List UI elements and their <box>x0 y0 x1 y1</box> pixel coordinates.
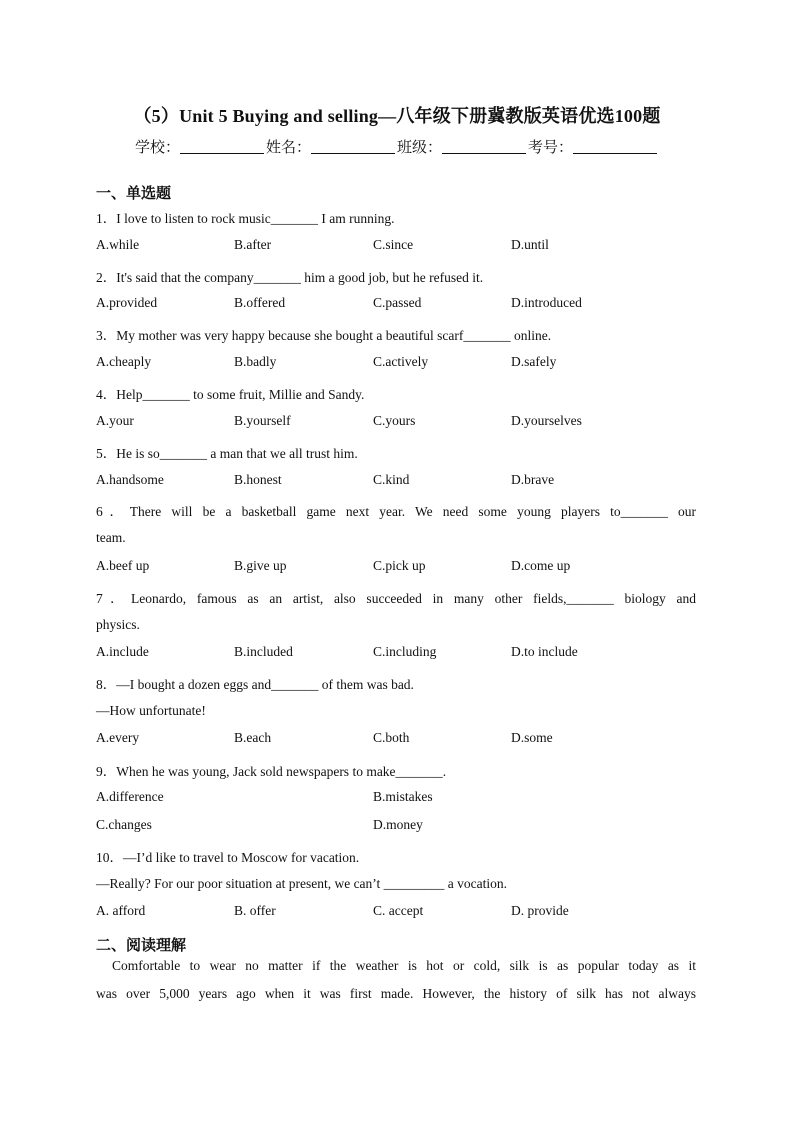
name-blank <box>311 139 395 154</box>
number-label: 考号： <box>528 138 574 156</box>
question-7-stem-line-2: physics. <box>96 617 140 632</box>
question-1-option-c: C.since <box>373 237 414 252</box>
school-blank <box>180 139 264 154</box>
reading-passage-line-2: was over 5,000 years ago when it was first made. However, the history of silk has not always <box>96 986 696 1001</box>
question-9-option-b: B.mistakes <box>373 789 433 804</box>
question-1-option-d: D.until <box>511 237 549 252</box>
question-6-option-a: A.beef up <box>96 558 150 573</box>
class-blank <box>442 139 526 154</box>
question-4-option-a: A.your <box>96 413 134 428</box>
question-8-option-d: D.some <box>511 730 553 745</box>
question-3-option-d: D.safely <box>511 354 557 369</box>
question-7-stem-line-1: 7．Leonardo, famous as an artist, also succeeded in many other fields,_______ biology and <box>96 591 696 606</box>
question-6-stem-line-2: team. <box>96 530 126 545</box>
section-heading-multiple-choice: 一、单选题 <box>96 184 172 202</box>
page-title: （5）Unit 5 Buying and selling—八年级下册冀教版英语优选100题 <box>133 106 661 126</box>
school-label: 学校： <box>134 138 180 156</box>
question-5-option-c: C.kind <box>373 472 410 487</box>
question-8-stem-line-2: —How unfortunate! <box>96 703 206 718</box>
question-9-option-d: D.money <box>373 817 423 832</box>
question-10-option-c: C. accept <box>373 903 424 918</box>
question-7-option-a: A.include <box>96 644 149 659</box>
section-heading-reading: 二、阅读理解 <box>96 936 187 954</box>
question-3-stem: 3．My mother was very happy because she bought a beautiful scarf_______ online. <box>96 328 552 343</box>
question-10-option-a: A. afford <box>96 903 146 918</box>
question-8-option-c: C.both <box>373 730 410 745</box>
question-2-option-d: D.introduced <box>511 295 582 310</box>
question-2-option-a: A.provided <box>96 295 158 310</box>
question-6-option-d: D.come up <box>511 558 571 573</box>
question-4-option-d: D.yourselves <box>511 413 582 428</box>
question-5-option-a: A.handsome <box>96 472 164 487</box>
number-blank <box>573 139 657 154</box>
reading-passage-line-1: Comfortable to wear no matter if the weather is hot or cold, silk is as popular today as it <box>112 958 696 973</box>
question-2-option-c: C.passed <box>373 295 422 310</box>
question-4-stem: 4．Help_______ to some fruit, Millie and Sandy. <box>96 387 365 402</box>
question-3-option-b: B.badly <box>234 354 277 369</box>
question-7-option-b: B.included <box>234 644 293 659</box>
question-2-stem: 2．It's said that the company_______ him a good job, but he refused it. <box>96 270 484 285</box>
question-6-option-b: B.give up <box>234 558 287 573</box>
question-6-option-c: C.pick up <box>373 558 426 573</box>
question-10-stem-line-1: 10．—I’d like to travel to Moscow for vacation. <box>96 850 360 865</box>
question-4-option-c: C.yours <box>373 413 416 428</box>
question-5-option-d: D.brave <box>511 472 555 487</box>
question-6-stem-line-1: 6．There will be a basketball game next year. We need some young players to_______ our <box>96 504 696 519</box>
question-8-option-a: A.every <box>96 730 140 745</box>
class-label: 班级： <box>397 138 443 156</box>
name-label: 姓名： <box>265 138 311 156</box>
question-1-option-b: B.after <box>234 237 272 252</box>
student-info-line <box>0 136 794 157</box>
question-9-option-c: C.changes <box>96 817 152 832</box>
question-1-stem: 1．I love to listen to rock music_______ I am running. <box>96 211 395 226</box>
question-7-option-c: C.including <box>373 644 437 659</box>
question-8-stem-line-1: 8．—I bought a dozen eggs and_______ of them was bad. <box>96 677 414 692</box>
question-3-option-c: C.actively <box>373 354 429 369</box>
question-9-stem: 9．When he was young, Jack sold newspapers to make_______. <box>96 764 447 779</box>
question-10-stem-line-2: —Really? For our poor situation at present, we can’t _________ a vocation. <box>96 876 508 891</box>
question-9-option-a: A.difference <box>96 789 164 804</box>
question-1-option-a: A.while <box>96 237 140 252</box>
question-2-option-b: B.offered <box>234 295 286 310</box>
question-5-option-b: B.honest <box>234 472 282 487</box>
question-7-option-d: D.to include <box>511 644 578 659</box>
question-8-option-b: B.each <box>234 730 272 745</box>
question-3-option-a: A.cheaply <box>96 354 152 369</box>
question-5-stem: 5．He is so_______ a man that we all trust him. <box>96 446 358 461</box>
question-10-option-b: B. offer <box>234 903 276 918</box>
question-10-option-d: D. provide <box>511 903 569 918</box>
question-4-option-b: B.yourself <box>234 413 291 428</box>
